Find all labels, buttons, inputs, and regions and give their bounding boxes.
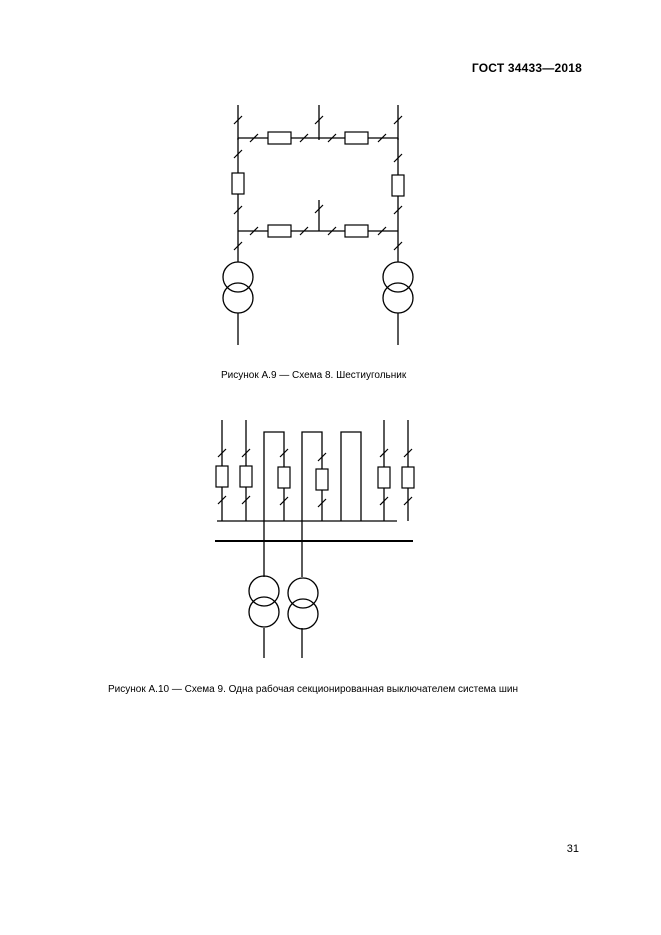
feeder-breaker	[402, 467, 414, 488]
standard-code: ГОСТ 34433—2018	[471, 61, 582, 75]
page-number: 31	[566, 843, 579, 855]
feeder-breaker	[378, 467, 390, 488]
transformer-right-winding-2	[288, 599, 318, 629]
breaker-bottom-left	[268, 225, 291, 237]
sectioned-busbar-diagram	[0, 418, 661, 664]
hexagon-scheme-diagram	[0, 96, 661, 352]
loop-feeder	[341, 432, 361, 521]
breaker-top-right	[345, 132, 368, 144]
breaker-top-left	[268, 132, 291, 144]
feeder-breaker	[278, 467, 290, 488]
breaker-bottom-right	[345, 225, 368, 237]
figure-caption-a9: Рисунок А.9 — Схема 8. Шестиугольник	[221, 370, 407, 381]
feeder-breaker	[240, 466, 252, 487]
figure-caption-a10: Рисунок А.10 — Схема 9. Одна рабочая секционированная выключателем система шин	[108, 684, 519, 695]
breaker-right	[392, 175, 404, 196]
feeder-breaker	[216, 466, 228, 487]
breaker-left	[232, 173, 244, 194]
feeder-breaker	[316, 469, 328, 490]
transformer-right-winding-2	[383, 283, 413, 313]
transformer-left-winding-2	[249, 597, 279, 627]
transformer-left-winding-2	[223, 283, 253, 313]
